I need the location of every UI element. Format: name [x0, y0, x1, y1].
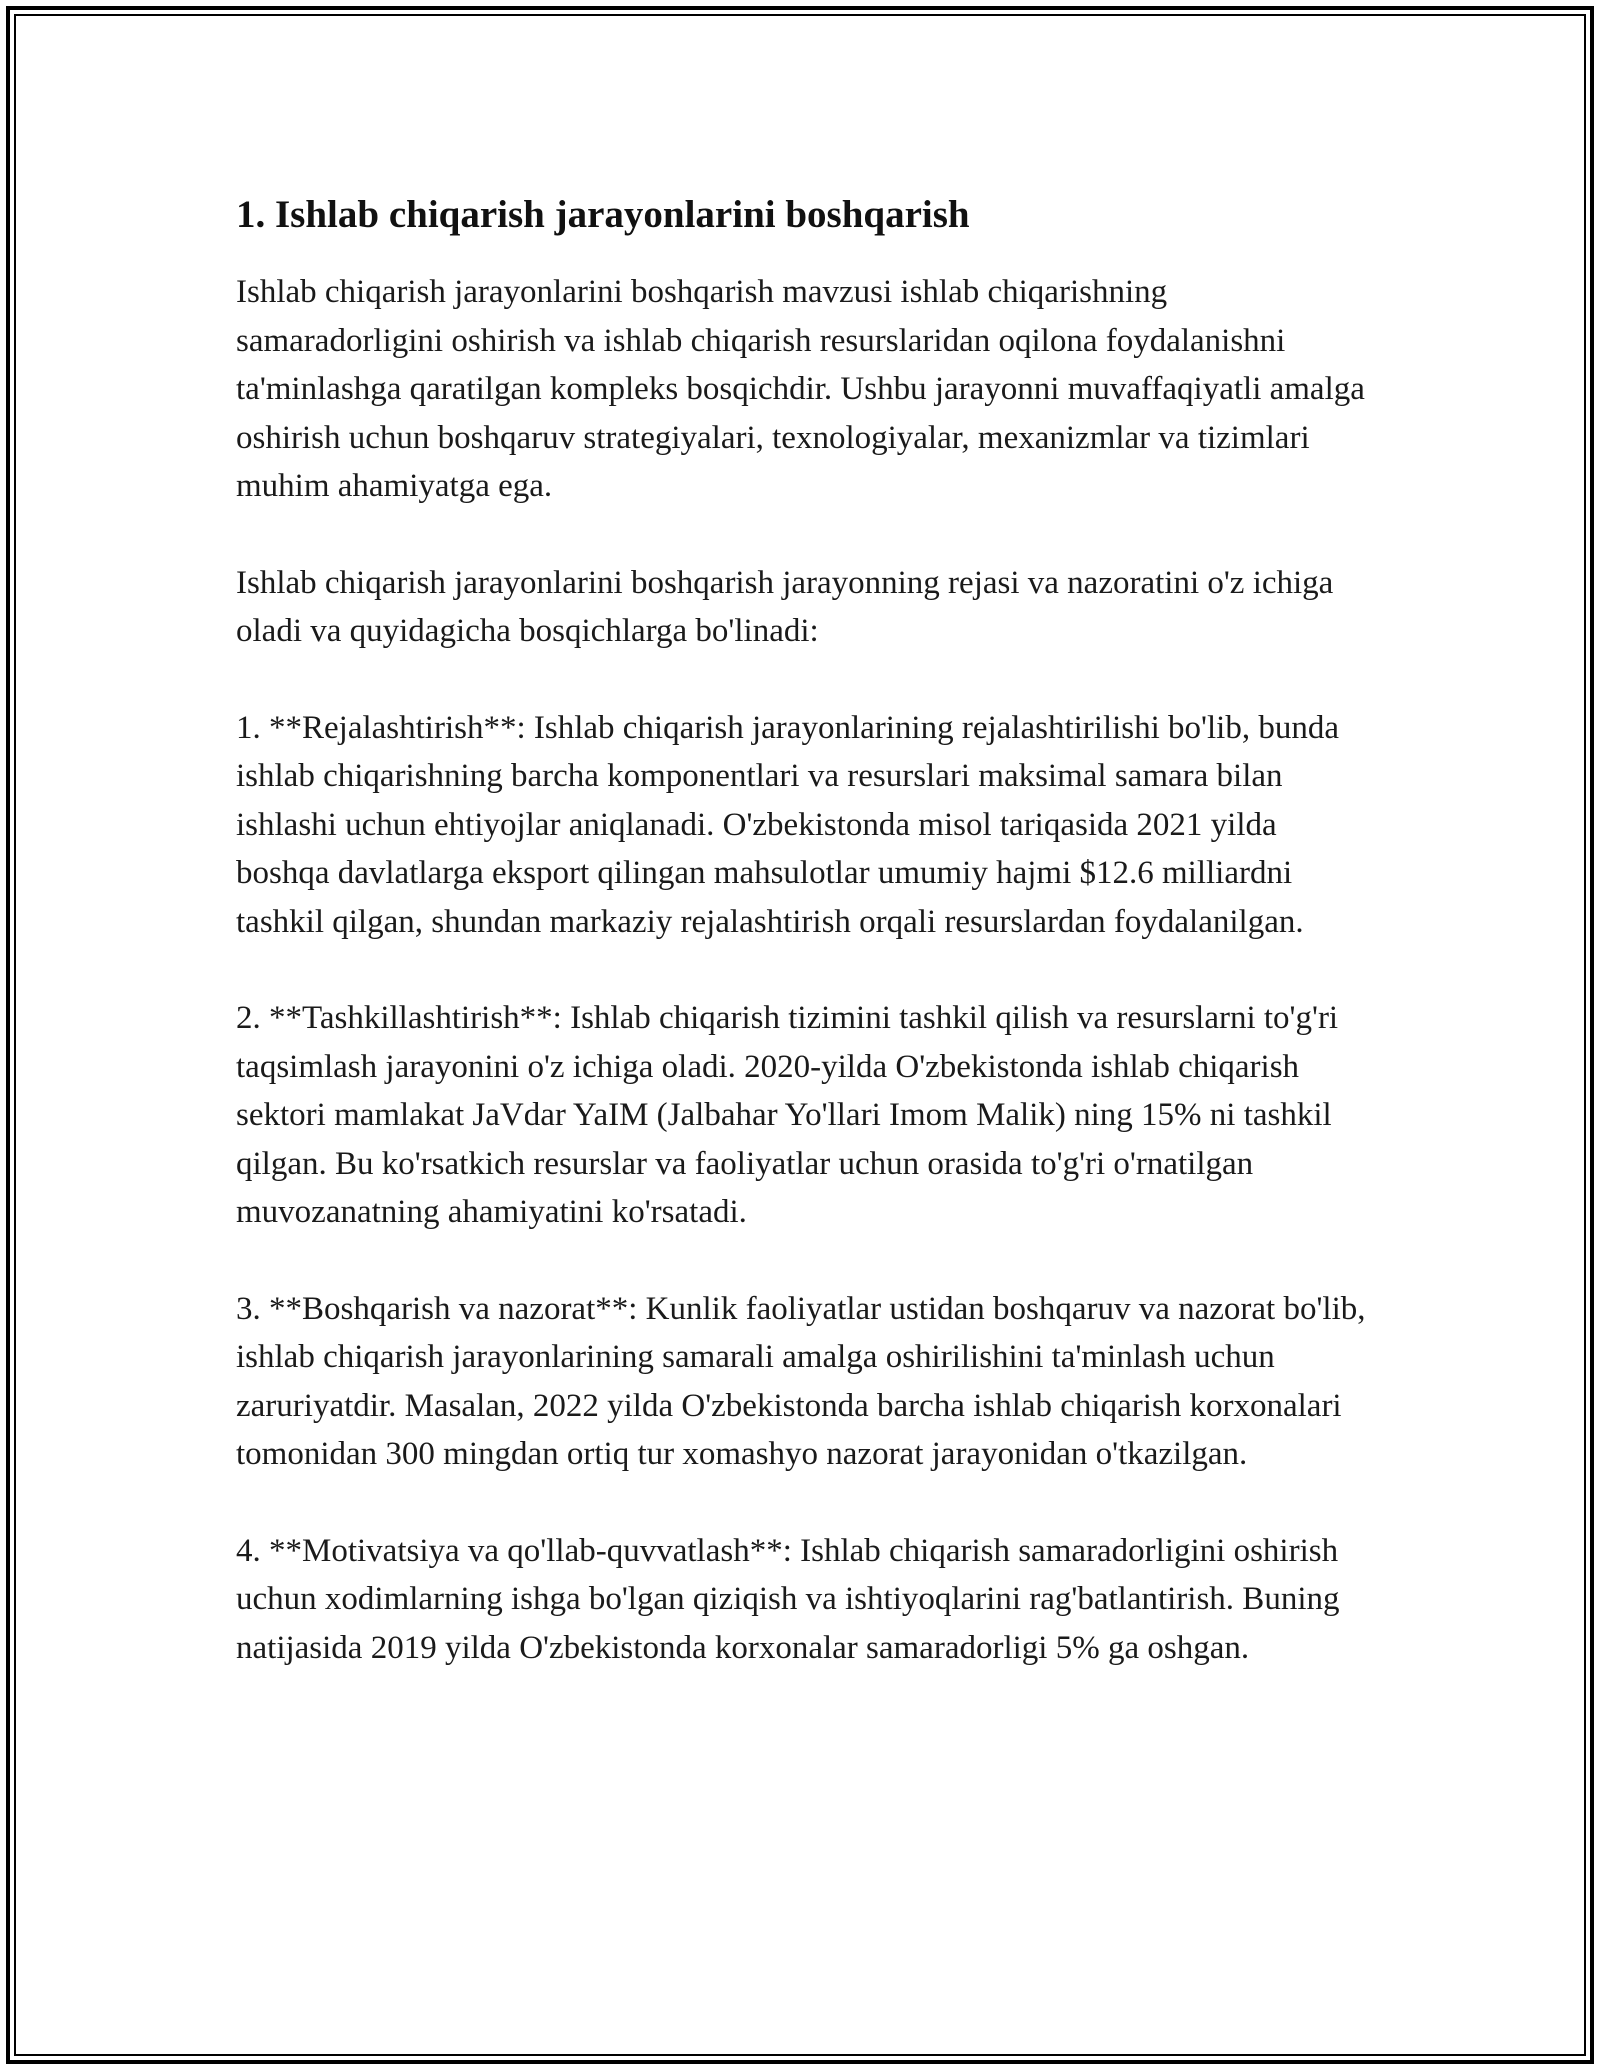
stages-intro-paragraph: Ishlab chiqarish jarayonlarini boshqarish jarayonning rejasi va nazoratini o'z ichiga oladi va quyidagicha bosqichlarga bo'linadi:	[236, 564, 1334, 649]
stage-organizing-paragraph: 2. **Tashkillashtirish**: Ishlab chiqarish tizimini tashkil qilish va resurslarni to'g'ri taqsimlash jarayonini o'z ichiga oladi. 2020-yilda O'zbekistonda ishlab chiqarish sektori mamlakat JaVdar YaIM (Jalbahar Yo'llari Imom Malik) ning 15% ni tashkil qilgan. Bu ko'rsatkich resurslar va faoliyatlar uchun orasida to'g'ri o'rnatilgan muvozanatning ahamiyatini ko'rsatadi.	[236, 1000, 1339, 1230]
document-title: 1. Ishlab chiqarish jarayonlarini boshqarish	[236, 193, 970, 236]
document-body	[236, 188, 1368, 1720]
stage-planning-paragraph: 1. **Rejalashtirish**: Ishlab chiqarish jarayonlarining rejalashtirilishi bo'lib, bunda ishlab chiqarishning barcha komponentlari va resurslari maksimal samara bilan ishlashi uchun ehtiyojlar aniqlanadi. O'zbekistonda misol tariqasida 2021 yilda boshqa davlatlarga eksport qilingan mahsulotlar umumiy hajmi $12.6 milliardni tashkil qilgan, shundan markaziy rejalashtirish orqali resurslardan foydalanilgan.	[236, 709, 1339, 940]
stage-control-paragraph: 3. **Boshqarish va nazorat**: Kunlik faoliyatlar ustidan boshqaruv va nazorat bo'lib, ishlab chiqarish jarayonlarining samarali amalga oshirilishini ta'minlash uchun zaruriyatdir. Masalan, 2022 yilda O'zbekistonda barcha ishlab chiqarish korxonalari tomonidan 300 mingdan ortiq tur xomashyo nazorat jarayonidan o'tkazilgan.	[236, 1290, 1366, 1472]
stage-motivation-paragraph: 4. **Motivatsiya va qo'llab-quvvatlash**: Ishlab chiqarish samaradorligini oshirish uchun xodimlarning ishga bo'lgan qiziqish va ishtiyoqlarini rag'batlantirish. Buning natijasida 2019 yilda O'zbekistonda korxonalar samaradorligi 5% ga oshgan.	[236, 1532, 1340, 1666]
intro-paragraph: Ishlab chiqarish jarayonlarini boshqarish mavzusi ishlab chiqarishning samaradorligini oshirish va ishlab chiqarish resurslaridan oqilona foydalanishni ta'minlashga qaratilgan kompleks bosqichdir. Ushbu jarayonni muvaffaqiyatli amalga oshirish uchun boshqaruv strategiyalari, texnologiyalar, mexanizmlar va tizimlari muhim ahamiyatga ega.	[236, 274, 1365, 504]
